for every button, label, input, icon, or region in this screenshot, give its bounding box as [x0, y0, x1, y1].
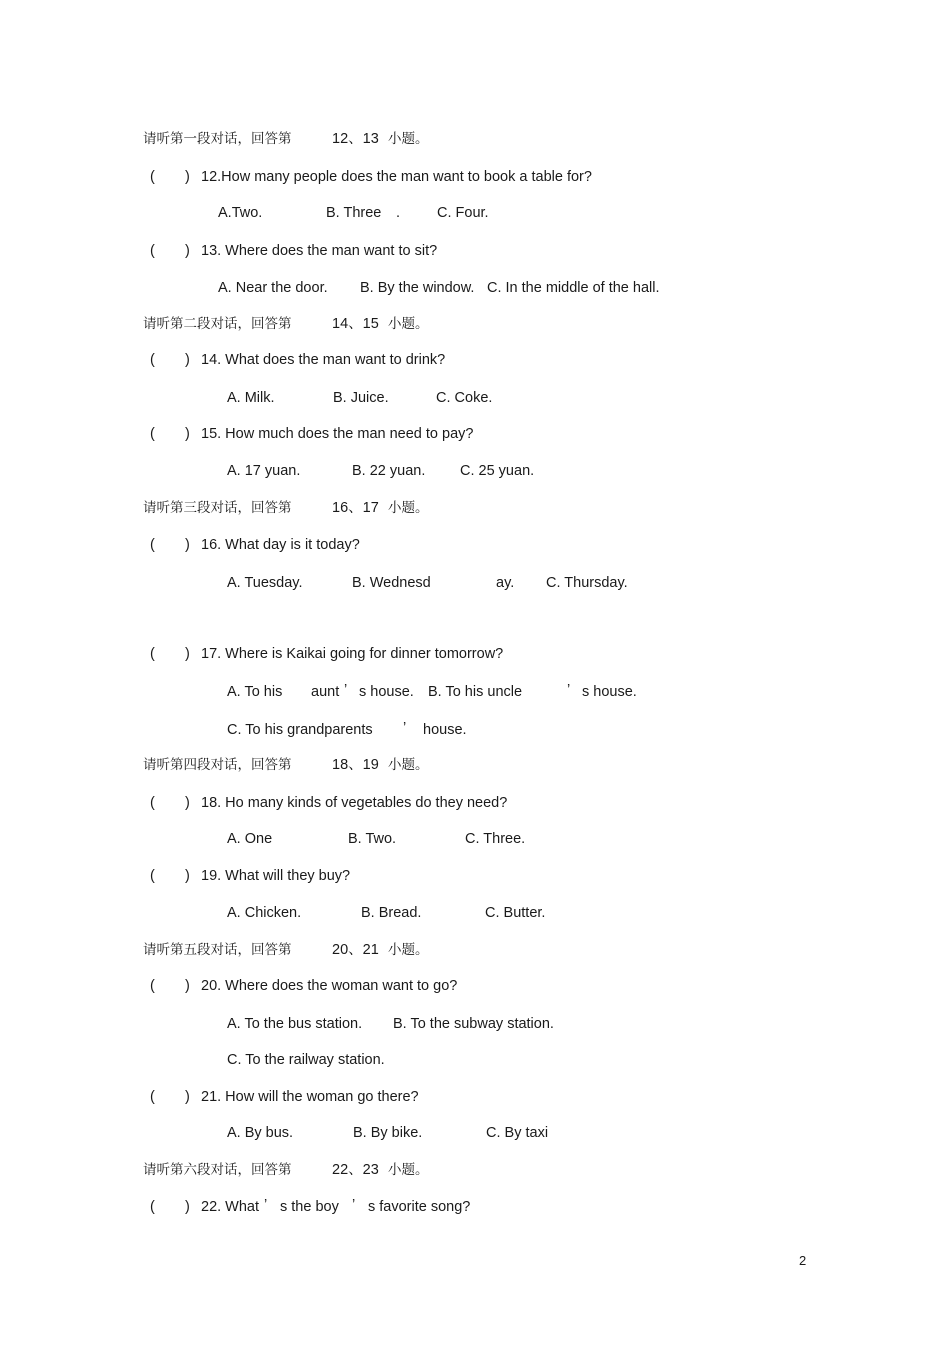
answer-bracket-open: ( — [150, 1089, 155, 1105]
answer-bracket-close: ) — [185, 978, 190, 994]
q14-option-c: C. Coke. — [436, 390, 493, 406]
question-22-apostrophe-2: ’ — [352, 1197, 356, 1213]
answer-bracket-close: ) — [185, 795, 190, 811]
q21-option-a: A. By bus. — [227, 1125, 294, 1141]
q20-option-c: C. To the railway station. — [227, 1052, 385, 1068]
section-2-tail: 小题。 — [388, 316, 429, 332]
question-22-part-3: s favorite song? — [368, 1199, 471, 1215]
section-6-question-numbers: 22、23 — [332, 1162, 379, 1178]
answer-bracket-close: ) — [185, 169, 190, 185]
section-5-tail: 小题。 — [388, 942, 429, 958]
answer-bracket-close: ) — [185, 243, 190, 259]
q20-option-a: A. To the bus station. — [227, 1016, 363, 1032]
q18-option-a: A. One — [227, 831, 273, 847]
section-6-instruction: 请听第六段对话，回答第 — [143, 1162, 292, 1178]
question-20: 20. Where does the woman want to go? — [201, 978, 458, 994]
section-2-question-numbers: 14、15 — [332, 316, 379, 332]
question-12: 12.How many people does the man want to book a table for? — [201, 169, 592, 185]
answer-bracket-open: ( — [150, 646, 155, 662]
answer-bracket-close: ) — [185, 426, 190, 442]
question-13: 13. Where does the man want to sit? — [201, 243, 438, 259]
question-22: 22. What — [201, 1199, 260, 1215]
q15-option-b: B. 22 yuan. — [352, 463, 426, 479]
question-17: 17. Where is Kaikai going for dinner tomorrow? — [201, 646, 504, 662]
q17-option-a: A. To his — [227, 684, 283, 700]
q12-option-b: B. Three — [326, 205, 382, 221]
q20-option-b: B. To the subway station. — [393, 1016, 554, 1032]
question-15: 15. How much does the man need to pay? — [201, 426, 474, 442]
question-22-apostrophe-1: ’ — [264, 1197, 268, 1213]
section-2-instruction: 请听第二段对话，回答第 — [143, 316, 292, 332]
answer-bracket-open: ( — [150, 426, 155, 442]
section-1-tail: 小题。 — [388, 131, 429, 147]
q14-option-b: B. Juice. — [333, 390, 389, 406]
answer-bracket-open: ( — [150, 169, 155, 185]
q16-option-b-cont: ay. — [496, 575, 515, 591]
q12-option-b-dot: . — [396, 205, 401, 221]
q12-option-a: A.Two. — [218, 205, 263, 221]
question-18: 18. Ho many kinds of vegetables do they need? — [201, 795, 508, 811]
answer-bracket-close: ) — [185, 1199, 190, 1215]
q17-option-a-apostrophe: ’ — [344, 682, 348, 698]
q15-option-a: A. 17 yuan. — [227, 463, 301, 479]
answer-bracket-close: ) — [185, 537, 190, 553]
section-1-question-numbers: 12、13 — [332, 131, 379, 147]
answer-bracket-close: ) — [185, 352, 190, 368]
q17-option-c-end: house. — [423, 722, 467, 738]
answer-bracket-close: ) — [185, 868, 190, 884]
q17-option-b-apostrophe: ’ — [567, 682, 571, 698]
question-19: 19. What will they buy? — [201, 868, 351, 884]
question-16: 16. What day is it today? — [201, 537, 360, 553]
q19-option-a: A. Chicken. — [227, 905, 302, 921]
q13-option-c: C. In the middle of the hall. — [487, 280, 660, 296]
q14-option-a: A. Milk. — [227, 390, 275, 406]
q18-option-b: B. Two. — [348, 831, 397, 847]
question-21: 21. How will the woman go there? — [201, 1089, 419, 1105]
q17-option-b-end: s house. — [582, 684, 637, 700]
q16-option-c: C. Thursday. — [546, 575, 628, 591]
q17-option-c-apostrophe: ’ — [403, 720, 407, 736]
q21-option-b: B. By bike. — [353, 1125, 423, 1141]
answer-bracket-open: ( — [150, 1199, 155, 1215]
page-number: 2 — [799, 1253, 807, 1268]
q15-option-c: C. 25 yuan. — [460, 463, 535, 479]
section-3-question-numbers: 16、17 — [332, 500, 379, 516]
section-4-tail: 小题。 — [388, 757, 429, 773]
answer-bracket-open: ( — [150, 243, 155, 259]
q17-option-c: C. To his grandparents — [227, 722, 373, 738]
section-6-tail: 小题。 — [388, 1162, 429, 1178]
section-5-instruction: 请听第五段对话，回答第 — [143, 942, 292, 958]
q12-option-c: C. Four. — [437, 205, 489, 221]
q19-option-b: B. Bread. — [361, 905, 422, 921]
section-1-instruction: 请听第一段对话，回答第 — [143, 131, 292, 147]
q16-option-a: A. Tuesday. — [227, 575, 303, 591]
q18-option-c: C. Three. — [465, 831, 526, 847]
q17-option-a-end: s house. — [359, 684, 414, 700]
q17-option-a-word: aunt — [311, 684, 340, 700]
q17-option-b: B. To his uncle — [428, 684, 523, 700]
q13-option-a: A. Near the door. — [218, 280, 328, 296]
q21-option-c: C. By taxi — [486, 1125, 549, 1141]
question-22-part-2: s the boy — [280, 1199, 339, 1215]
answer-bracket-open: ( — [150, 352, 155, 368]
answer-bracket-close: ) — [185, 1089, 190, 1105]
answer-bracket-open: ( — [150, 537, 155, 553]
section-3-tail: 小题。 — [388, 500, 429, 516]
answer-bracket-open: ( — [150, 978, 155, 994]
section-3-instruction: 请听第三段对话，回答第 — [143, 500, 292, 516]
section-4-instruction: 请听第四段对话，回答第 — [143, 757, 292, 773]
answer-bracket-close: ) — [185, 646, 190, 662]
section-4-question-numbers: 18、19 — [332, 757, 379, 773]
section-5-question-numbers: 20、21 — [332, 942, 379, 958]
q16-option-b: B. Wednesd — [352, 575, 431, 591]
q19-option-c: C. Butter. — [485, 905, 546, 921]
answer-bracket-open: ( — [150, 868, 155, 884]
answer-bracket-open: ( — [150, 795, 155, 811]
q13-option-b: B. By the window. — [360, 280, 475, 296]
question-14: 14. What does the man want to drink? — [201, 352, 446, 368]
